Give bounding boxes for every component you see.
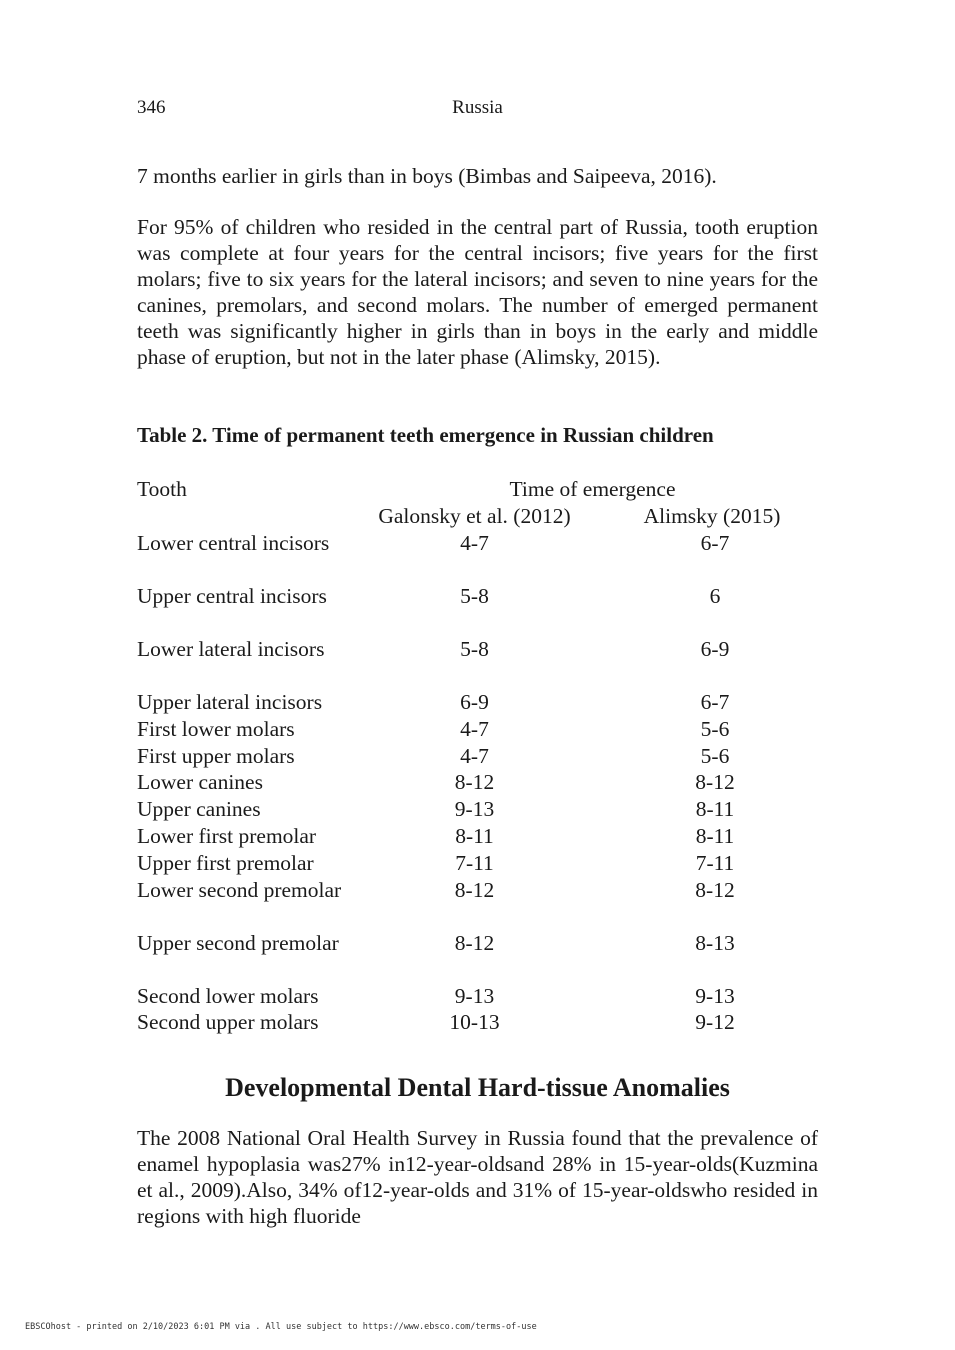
cell-tooth: Second lower molars [137, 983, 319, 1008]
cell-tooth: Lower canines [137, 770, 263, 795]
table-header-row-2 [137, 503, 818, 530]
section-heading: Developmental Dental Hard-tissue Anomalies [225, 1073, 730, 1102]
cell-galonsky: 4-7 [460, 716, 489, 741]
cell-alimsky: 6-7 [700, 690, 730, 714]
cell-tooth: Lower lateral incisors [137, 637, 325, 661]
table-row [137, 983, 818, 1010]
cell-galonsky: 6-9 [460, 690, 489, 714]
table-header-row-1 [137, 476, 818, 503]
cell-alimsky: 6 [709, 584, 721, 608]
cell-galonsky: 8-12 [454, 770, 495, 795]
table-row [137, 530, 818, 583]
cell-tooth: Upper canines [137, 797, 261, 822]
cell-galonsky: 9-13 [454, 983, 495, 1008]
table-row [137, 583, 818, 636]
cell-galonsky: 5-8 [460, 584, 489, 608]
paragraph-3: The 2008 National Oral Health Survey in Russia found that the prevalence of enamel hypoplasia was27% in12-year-oldsand 28% in 15-year-olds(Kuzmina et al., 2009).Also, 34% of12-year-olds and 31% of 15-year-oldswho resided in regions with high fluoride [137, 1126, 818, 1228]
table-caption: Table 2. Time of permanent teeth emergence in Russian children [137, 423, 714, 447]
cell-galonsky: 10-13 [449, 1010, 500, 1035]
table-row [137, 769, 818, 796]
cell-tooth: First upper molars [137, 743, 295, 768]
cell-alimsky: 5-6 [700, 743, 730, 768]
cell-alimsky: 5-6 [700, 716, 730, 741]
cell-tooth: Lower central incisors [137, 531, 330, 555]
emergence-table [137, 476, 818, 1036]
cell-galonsky: 9-13 [454, 797, 495, 822]
cell-galonsky: 8-11 [455, 823, 494, 848]
cell-alimsky: 6-7 [700, 531, 730, 555]
table-row [137, 796, 818, 823]
cell-galonsky: 8-12 [454, 930, 495, 955]
paragraph-1: 7 months earlier in girls than in boys (Bimbas and Saipeeva, 2016). [137, 164, 717, 188]
cell-galonsky: 5-8 [460, 637, 489, 661]
table-row [137, 716, 818, 743]
cell-alimsky: 8-11 [695, 797, 735, 822]
cell-alimsky: 9-13 [695, 983, 735, 1008]
cell-alimsky: 8-12 [695, 770, 735, 795]
cell-alimsky: 8-11 [695, 823, 735, 848]
column-header-alimsky: Alimsky (2015) [643, 504, 781, 528]
column-header-galonsky: Galonsky et al. (2012) [378, 504, 571, 528]
column-header-time-of-emergence: Time of emergence [509, 477, 676, 501]
paragraph-2: For 95% of children who resided in the central part of Russia, tooth eruption was complete at four years for the central incisors; five years for the first molars; five to six years for the lateral incisors; and seven to nine years for the canines, premolars, and second molars. The number of emerged permanent teeth was significantly higher in girls than in boys in the early and middle phase of eruption, but not in the later phase (Alimsky, 2015). [137, 215, 818, 369]
table-row [137, 1009, 818, 1036]
cell-galonsky: 4-7 [460, 531, 489, 555]
table-row [137, 930, 818, 983]
running-title: Russia [452, 97, 503, 118]
cell-tooth: Second upper molars [137, 1010, 319, 1035]
cell-tooth: Upper second premolar [137, 930, 339, 955]
cell-tooth: Lower first premolar [137, 823, 317, 848]
cell-alimsky: 8-12 [695, 877, 735, 902]
table-row [137, 689, 818, 716]
cell-tooth: Upper central incisors [137, 584, 327, 608]
cell-tooth: Upper first premolar [137, 850, 314, 875]
cell-galonsky: 7-11 [455, 850, 494, 875]
ebsco-footer: EBSCOhost - printed on 2/10/2023 6:01 PM via . All use subject to https://www.ebsco.com/terms-of-use [25, 1322, 537, 1332]
cell-tooth: First lower molars [137, 716, 295, 741]
page-header [137, 97, 818, 121]
cell-tooth: Lower second premolar [137, 877, 342, 902]
page-number: 346 [137, 97, 166, 118]
cell-tooth: Upper lateral incisors [137, 690, 323, 714]
cell-alimsky: 7-11 [695, 850, 735, 875]
cell-alimsky: 8-13 [695, 930, 735, 955]
column-header-tooth: Tooth [137, 477, 187, 501]
cell-galonsky: 8-12 [454, 877, 495, 902]
table-row [137, 877, 818, 930]
table-row [137, 850, 818, 877]
cell-alimsky: 9-12 [695, 1010, 735, 1035]
table-row [137, 743, 818, 770]
table-row [137, 823, 818, 850]
table-row [137, 636, 818, 689]
cell-galonsky: 4-7 [460, 743, 489, 768]
cell-alimsky: 6-9 [700, 637, 730, 661]
